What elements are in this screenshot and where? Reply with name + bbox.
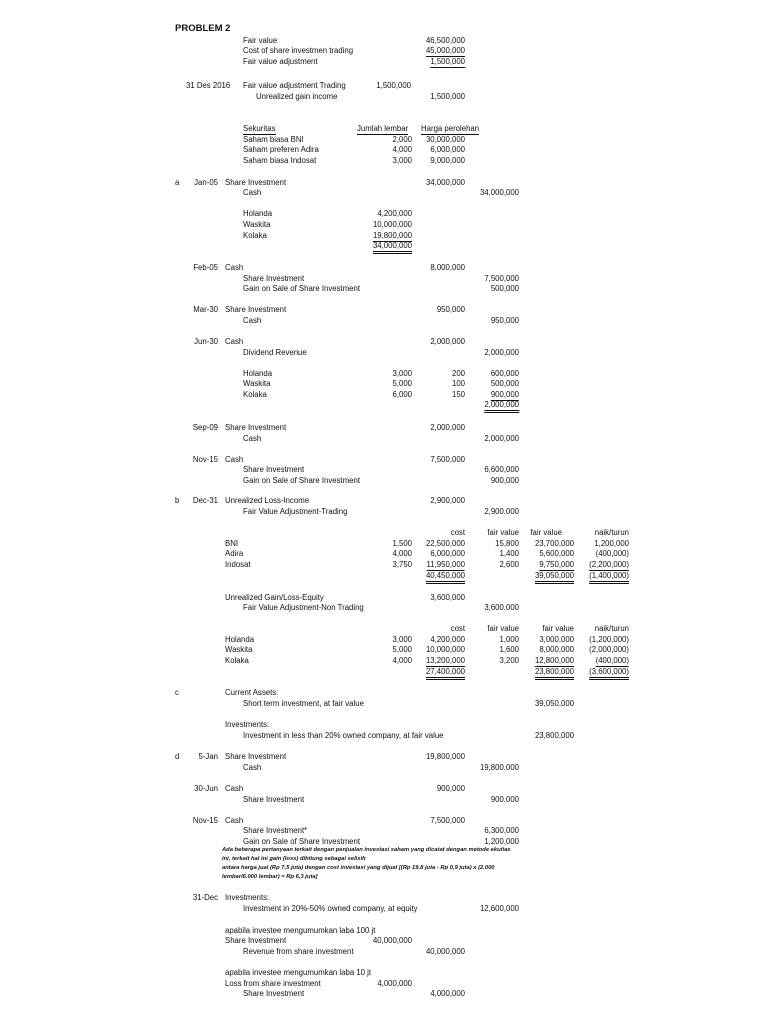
- text-cell: 31 Des 2016: [186, 81, 231, 90]
- text-cell: Waskita: [225, 645, 253, 654]
- amount-cell: cost: [450, 624, 465, 633]
- text-cell: Kolaka: [225, 656, 249, 665]
- amount-cell: 23,700,000: [534, 539, 574, 548]
- amount-cell: Nov-15: [192, 455, 218, 464]
- amount-cell: 45,000,000: [425, 46, 465, 55]
- amount-cell: 4,200,000: [377, 209, 412, 218]
- amount-cell: 34,000,000: [479, 188, 519, 197]
- text-cell: Investments:: [225, 893, 270, 902]
- amount-cell: 15,800: [495, 539, 519, 548]
- amount-cell: 1,500,000: [430, 57, 465, 66]
- amount-cell: 3,000: [392, 369, 412, 378]
- page-title: PROBLEM 2: [175, 23, 231, 34]
- amount-cell: 10,000,000: [372, 220, 412, 229]
- amount-cell: 200: [451, 369, 465, 378]
- text-cell: c: [175, 688, 179, 697]
- amount-cell: 30,000,000: [425, 135, 465, 144]
- amount-cell: 900,000: [490, 795, 519, 804]
- amount-cell: 4,000,000: [377, 979, 412, 988]
- amount-cell: 3,200: [499, 656, 519, 665]
- amount-cell: 34,000,000: [425, 178, 465, 187]
- amount-cell: Jun-30: [194, 337, 218, 346]
- text-cell: Saham biasa Indosat: [243, 156, 317, 165]
- text-cell: BNI: [225, 539, 238, 548]
- amount-cell: Dec-31: [192, 496, 218, 505]
- text-cell: Fair value: [243, 36, 278, 45]
- text-cell: Harga perolehan: [421, 124, 480, 133]
- text-cell: Share Investment: [225, 178, 287, 187]
- amount-cell: 950,000: [490, 316, 519, 325]
- text-cell: Holanda: [243, 369, 273, 378]
- text-cell: Sekuritas: [243, 124, 276, 133]
- amount-cell: 1,400: [499, 549, 519, 558]
- amount-cell: Nov-15: [192, 816, 218, 825]
- amount-cell: fair value: [487, 528, 519, 537]
- text-cell: Holanda: [225, 635, 255, 644]
- text-cell: Investment in less than 20% owned company, at fair value: [243, 731, 444, 740]
- amount-cell: 23,800,000: [534, 731, 574, 740]
- amount-cell: 2,000,000: [484, 434, 519, 443]
- amount-cell: Mar-30: [193, 305, 218, 314]
- amount-cell: 9,750,000: [539, 560, 574, 569]
- text-cell: Cash: [243, 763, 262, 772]
- text-cell: Saham biasa BNI: [243, 135, 304, 144]
- text-cell: Kolaka: [243, 390, 267, 399]
- amount-cell: 5-Jan: [198, 752, 218, 761]
- amount-cell: 1,200,000: [484, 837, 519, 846]
- amount-cell: 3,600,000: [484, 603, 519, 612]
- amount-cell: (3,600,000): [589, 667, 629, 680]
- text-cell: Cash: [225, 816, 244, 825]
- text-cell: Cash: [225, 337, 244, 346]
- text-cell: Unrealized gain income: [256, 92, 338, 101]
- text-cell: Indosat: [225, 560, 251, 569]
- amount-cell: 1,500,000: [430, 92, 465, 101]
- amount-cell: cost: [450, 528, 465, 537]
- text-cell: d: [175, 752, 180, 761]
- text-cell: Gain on Sale of Share Investment: [243, 837, 361, 846]
- amount-cell: 4,000,000: [430, 989, 465, 998]
- text-cell: Fair Value Adjustment-Trading: [243, 507, 348, 516]
- text-cell: Share Investment: [243, 795, 305, 804]
- text-cell: Fair value adjustment: [243, 57, 318, 66]
- text-cell: Waskita: [243, 379, 271, 388]
- text-cell: Gain on Sale of Share Investment: [243, 476, 361, 485]
- text-cell: Share Investment: [225, 423, 287, 432]
- amount-cell: 2,600: [499, 560, 519, 569]
- text-cell: Gain on Sale of Share Investment: [243, 284, 361, 293]
- amount-cell: 3,750: [392, 560, 412, 569]
- text-cell: Cash: [243, 434, 262, 443]
- text-cell: Cash: [243, 316, 262, 325]
- amount-cell: 1,600: [499, 645, 519, 654]
- amount-cell: 10,000,000: [425, 645, 465, 654]
- amount-cell: 22,500,000: [425, 539, 465, 548]
- amount-cell: (1,400,000): [589, 571, 629, 584]
- amount-cell: 40,000,000: [425, 947, 465, 956]
- text-cell: Fair value adjustment Trading: [243, 81, 346, 90]
- text-cell: apabila investee mengumumkan laba 10 jt: [225, 968, 372, 977]
- amount-cell: 40,450,000: [426, 571, 465, 584]
- amount-cell: 2,000,000: [484, 400, 519, 413]
- amount-cell: Sep-09: [192, 423, 218, 432]
- amount-cell: 2,000,000: [484, 348, 519, 357]
- amount-cell: 4,000: [392, 549, 412, 558]
- amount-cell: 7,500,000: [484, 274, 519, 283]
- amount-cell: fair value: [487, 624, 519, 633]
- amount-cell: 900,000: [490, 476, 519, 485]
- amount-cell: 3,600,000: [430, 593, 465, 602]
- amount-cell: naik/turun: [594, 624, 629, 633]
- amount-cell: (400,000): [595, 549, 629, 558]
- amount-cell: 2,900,000: [484, 507, 519, 516]
- text-cell: Cost of share investmen trading: [243, 46, 354, 55]
- amount-cell: 6,000,000: [430, 549, 465, 558]
- text-cell: Saham preferen Adira: [243, 145, 319, 154]
- amount-cell: 8,000,000: [539, 645, 574, 654]
- amount-cell: 34,000,000: [373, 241, 412, 254]
- text-cell: Dividend Revenue: [243, 348, 307, 357]
- amount-cell: 500,000: [490, 379, 519, 388]
- text-cell: Current Assets:: [225, 688, 279, 697]
- amount-cell: 2,000: [392, 135, 412, 144]
- amount-cell: 12,600,000: [479, 904, 519, 913]
- text-cell: Cash: [243, 188, 262, 197]
- amount-cell: 3,000: [392, 156, 412, 165]
- text-cell: Jumlah lembar: [357, 124, 409, 133]
- text-cell: Share Investment: [225, 936, 287, 945]
- amount-cell: fair value: [530, 528, 562, 537]
- amount-cell: 27,400,000: [426, 667, 465, 680]
- amount-cell: 23,800,000: [535, 667, 574, 680]
- amount-cell: 3,000,000: [539, 635, 574, 644]
- amount-cell: 900,000: [490, 390, 519, 399]
- text-cell: Kolaka: [243, 231, 267, 240]
- amount-cell: 39,050,000: [534, 699, 574, 708]
- amount-cell: 1,500: [392, 539, 412, 548]
- amount-cell: 40,000,000: [372, 936, 412, 945]
- text-cell: Share Investment: [225, 752, 287, 761]
- amount-cell: 4,000: [392, 145, 412, 154]
- amount-cell: (1,200,000): [589, 635, 629, 644]
- amount-cell: 5,000: [392, 645, 412, 654]
- amount-cell: 6,300,000: [484, 826, 519, 835]
- text-cell: Unrealized Gain/Loss-Equity: [225, 593, 324, 602]
- amount-cell: 8,000,000: [430, 263, 465, 272]
- amount-cell: 12,800,000: [534, 656, 574, 665]
- amount-cell: 6,000: [392, 390, 412, 399]
- amount-cell: 19,800,000: [479, 763, 519, 772]
- amount-cell: 11,950,000: [426, 560, 465, 569]
- text-cell: a: [175, 178, 180, 187]
- amount-cell: 6,600,000: [484, 465, 519, 474]
- amount-cell: Feb-05: [193, 263, 218, 272]
- amount-cell: 5,600,000: [539, 549, 574, 558]
- amount-cell: 4,000: [392, 656, 412, 665]
- explanatory-note: ini, terkait hal ini gain (loss) dihitung sebagai selisih: [222, 856, 366, 862]
- amount-cell: 7,500,000: [430, 816, 465, 825]
- text-cell: Share Investment: [243, 274, 305, 283]
- text-cell: Share Investment: [225, 305, 287, 314]
- amount-cell: 900,000: [436, 784, 465, 793]
- amount-cell: 2,000,000: [430, 337, 465, 346]
- text-cell: Unrealized Loss-Income: [225, 496, 310, 505]
- amount-cell: 600,000: [490, 369, 519, 378]
- text-cell: Fair Value Adjustment-Non Trading: [243, 603, 364, 612]
- amount-cell: Jan-05: [194, 178, 218, 187]
- amount-cell: 4,200,000: [430, 635, 465, 644]
- amount-cell: 1,500,000: [376, 81, 411, 90]
- amount-cell: 3,000: [392, 635, 412, 644]
- amount-cell: naik/turun: [594, 528, 629, 537]
- amount-cell: 950,000: [436, 305, 465, 314]
- text-cell: apabila investee mengumumkan laba 100 jt: [225, 926, 376, 935]
- amount-cell: fair value: [542, 624, 574, 633]
- amount-cell: 6,000,000: [430, 145, 465, 154]
- text-cell: Holanda: [243, 209, 273, 218]
- text-cell: Share Investment: [243, 989, 305, 998]
- amount-cell: 1,200,000: [594, 539, 629, 548]
- amount-cell: 2,000,000: [430, 423, 465, 432]
- text-cell: Adira: [225, 549, 244, 558]
- amount-cell: 2,900,000: [430, 496, 465, 505]
- text-cell: Cash: [225, 784, 244, 793]
- amount-cell: 19,800,000: [425, 752, 465, 761]
- text-cell: Cash: [225, 263, 244, 272]
- text-cell: Share Investment*: [243, 826, 308, 835]
- text-cell: Loss from share investment: [225, 979, 321, 988]
- amount-cell: 31-Dec: [192, 893, 218, 902]
- text-cell: b: [175, 496, 180, 505]
- explanatory-note: antara harga jual (Rp 7,5 juta) dengan cost investasi yang dijual [(Rp 19,8 juta - Rp 0,9 juta) x (2.000: [222, 865, 495, 871]
- explanatory-note: lembar/6.000 lembar) = Rp 6,3 juta]: [222, 874, 318, 880]
- amount-cell: 30-Jun: [194, 784, 218, 793]
- text-cell: Investment in 20%-50% owned company, at equity: [243, 904, 418, 913]
- amount-cell: 46,500,000: [425, 36, 465, 45]
- amount-cell: 13,200,000: [425, 656, 465, 665]
- text-cell: Short term investment, at fair value: [243, 699, 364, 708]
- amount-cell: 500,000: [490, 284, 519, 293]
- amount-cell: (2,000,000): [589, 645, 629, 654]
- text-cell: Revenue from share investment: [243, 947, 354, 956]
- amount-cell: 9,000,000: [430, 156, 465, 165]
- amount-cell: (2,200,000): [589, 560, 629, 569]
- text-cell: Share Investment: [243, 465, 305, 474]
- amount-cell: (400,000): [595, 656, 629, 665]
- amount-cell: 100: [451, 379, 465, 388]
- amount-cell: 150: [451, 390, 465, 399]
- amount-cell: 19,800,000: [372, 231, 412, 240]
- amount-cell: 39,050,000: [535, 571, 574, 584]
- amount-cell: 1,000: [499, 635, 519, 644]
- amount-cell: 5,000: [392, 379, 412, 388]
- amount-cell: 7,500,000: [430, 455, 465, 464]
- text-cell: Cash: [225, 455, 244, 464]
- explanatory-note: Ada beberapa pertanyaan terkait dengan penjualan investasi saham yang dicatat dengan metode ekuitas: [222, 847, 511, 853]
- text-cell: Waskita: [243, 220, 271, 229]
- text-cell: Investments:: [225, 720, 270, 729]
